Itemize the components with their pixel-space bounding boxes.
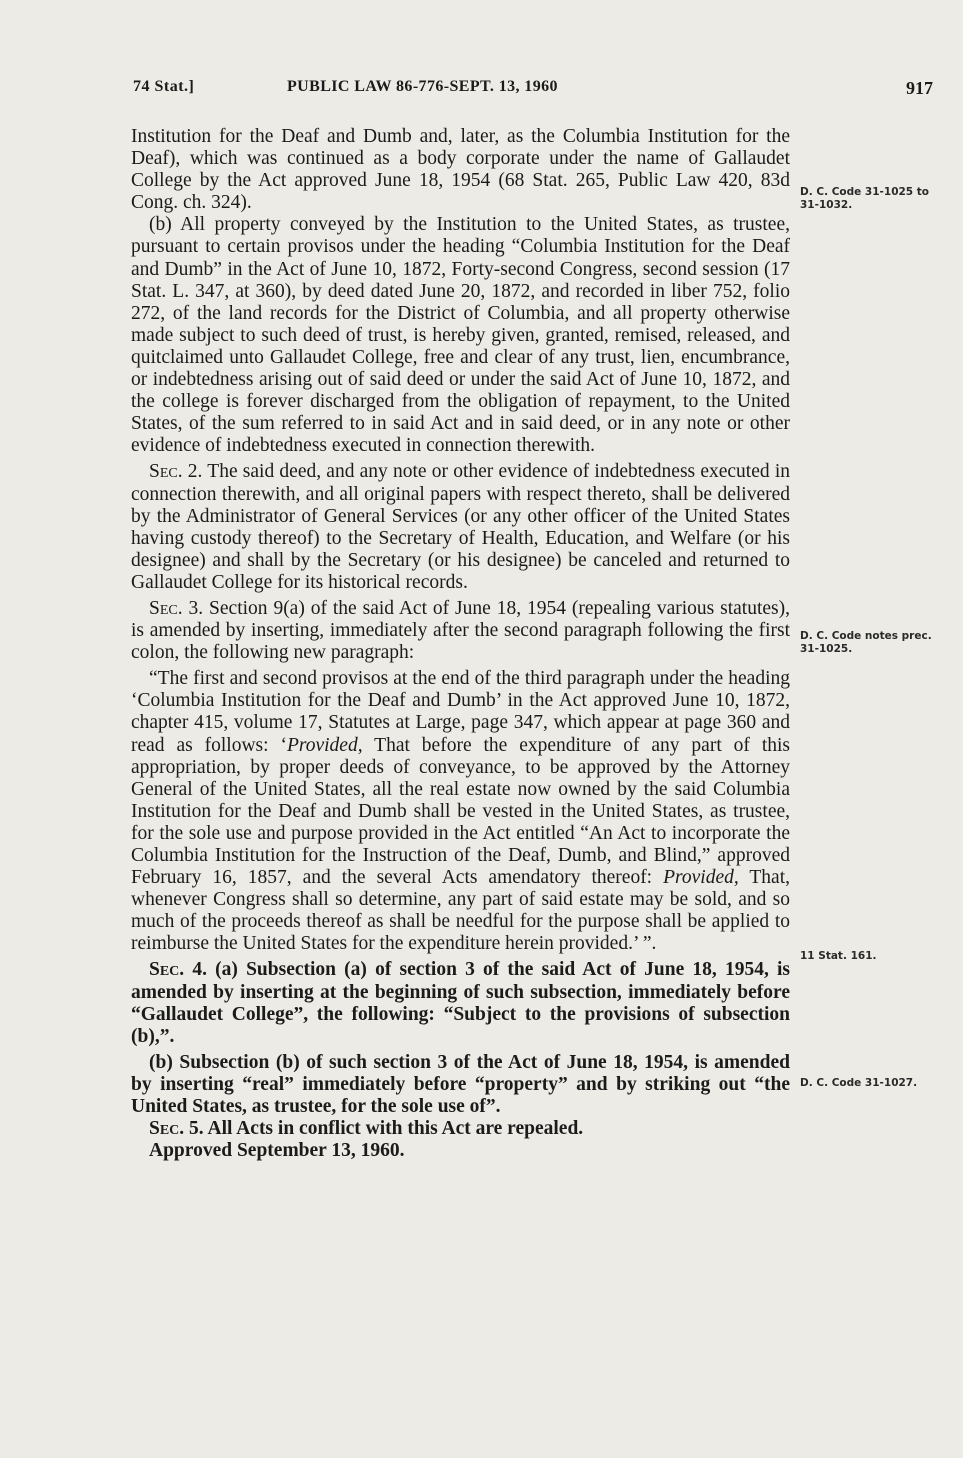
section-label: Sec. 4. (149, 959, 207, 981)
provided-label: Provided, (286, 734, 363, 756)
quote-text: That before the expenditure of any part of this appropriation, by proper deeds of conveyance, to be approved by the Attorney General of the United States, all the real estate now owned by the said Columbia Institution for the Deaf and Dumb shall be vested in the United States, as trustee, for the sole use and purpose provided in the Act entitled “An Act to incorporate the Columbia Institution for the Instruction of the Deaf, Dumb, and Blind,” approved February 16, 1857, and the several Acts amendatory thereof: (131, 734, 790, 889)
paragraph-continuation: Institution for the Deaf and Dumb and, later, as the Columbia Institution for the Deaf), which was continued as a body corporate under the name of Gallaudet College by the Act approved June 18, 1954 (68 Stat. 265, Public Law 420, 83d Cong. ch. 324). (131, 126, 790, 214)
paragraph-subsection-b: (b) All property conveyed by the Institution to the United States, as trustee, pursuant to certain provisos under the heading “Columbia Institution for the Deaf and Dumb” in the Act of June 10, 1872, Forty-second Congress, second session (17 Stat. L. 347, at 360), by deed dated June 20, 1872, and recorded in liber 752, folio 272, of the land records for the District of Columbia, and all property otherwise made subject to such deed of trust, is hereby given, granted, remised, released, and quitclaimed unto Gallaudet College, free and clear of any trust, lien, encumbrance, or indebtedness arising out of said deed or under the said Act of June 10, 1872, and the college is forever discharged from the obligation of repayment, to the United States, of the sum referred to in said Act and in said deed, or in any note or other evidence of indebtedness executed in connection therewith. (131, 214, 790, 457)
provided-label: Provided, (663, 867, 739, 889)
paragraph-section-3 (131, 598, 790, 664)
section-label: Sec. 2. (149, 461, 203, 483)
paragraph-text: All Acts in conflict with this Act are repealed. (207, 1118, 584, 1140)
paragraph-text: Section 9(a) of the said Act of June 18, 1954 (repealing various statutes), is amended by inserting, immediately after the second paragraph following the first colon, the following new paragraph: (131, 597, 790, 664)
quote-text: “The first and second provisos at the end of the third paragraph under the heading ‘Columbia Institution for the Deaf and Dumb’ in the Act approved June 10, 1872, chapter 415, volume 17, Statutes at Large, page 347, which appear at page 360 and read as follows: ‘ (131, 668, 790, 756)
section-label: Sec. 3. (149, 597, 204, 619)
margin-note: 11 Stat. 161. (800, 950, 877, 962)
margin-note: D. C. Code 31-1025 to 31-1032. (800, 186, 930, 211)
approval-line: Approved September 13, 1960. (149, 1140, 405, 1162)
paragraph-text: The said deed, and any note or other evidence of indebtedness executed in connection therewith, and all original papers with respect thereto, shall be delivered by the Administrator of General Services (or any other officer of the United States having custody thereof) to the Secretary of Health, Education, and Welfare (or his designee) and shall by the Secretary (or his designee) be canceled and returned to Gallaudet College for its historical records. (131, 461, 790, 593)
quote-text: That, whenever Congress shall so determine, any part of said estate may be sold, and so much of the proceeds thereof as shall be needful for the purpose shall be applied to reimburse the United States for the expenditure herein provided.’ ”. (131, 867, 790, 955)
statute-text (131, 126, 790, 1162)
section-label: Sec. 5. (149, 1118, 204, 1140)
paragraph-section-2 (131, 461, 790, 594)
paragraph-section-4a (131, 959, 790, 1047)
page-header (133, 78, 933, 104)
paragraph-section-5 (131, 1118, 790, 1140)
page-title: PUBLIC LAW 86-776-SEPT. 13, 1960 (287, 78, 558, 95)
margin-note: D. C. Code notes prec. 31-1025. (800, 630, 932, 655)
paragraph-quoted-provisos (131, 668, 790, 955)
margin-note: D. C. Code 31-1027. (800, 1077, 918, 1089)
page-number: 917 (906, 78, 933, 98)
paragraph-section-4b: (b) Subsection (b) of such section 3 of the Act of June 18, 1954, is amended by inserting “real” immediately before “property” and by striking out “the United States, as trustee, for the sole use of”. (131, 1051, 790, 1118)
volume-label: 74 Stat.] (133, 78, 195, 95)
paragraph-text: (a) Subsection (a) of section 3 of the said Act of June 18, 1954, is amended by inserting at the beginning of such subsection, immediately before “Gallaudet College”, the following: “Subject to the provisions of subsection (b),”. (131, 959, 791, 1047)
